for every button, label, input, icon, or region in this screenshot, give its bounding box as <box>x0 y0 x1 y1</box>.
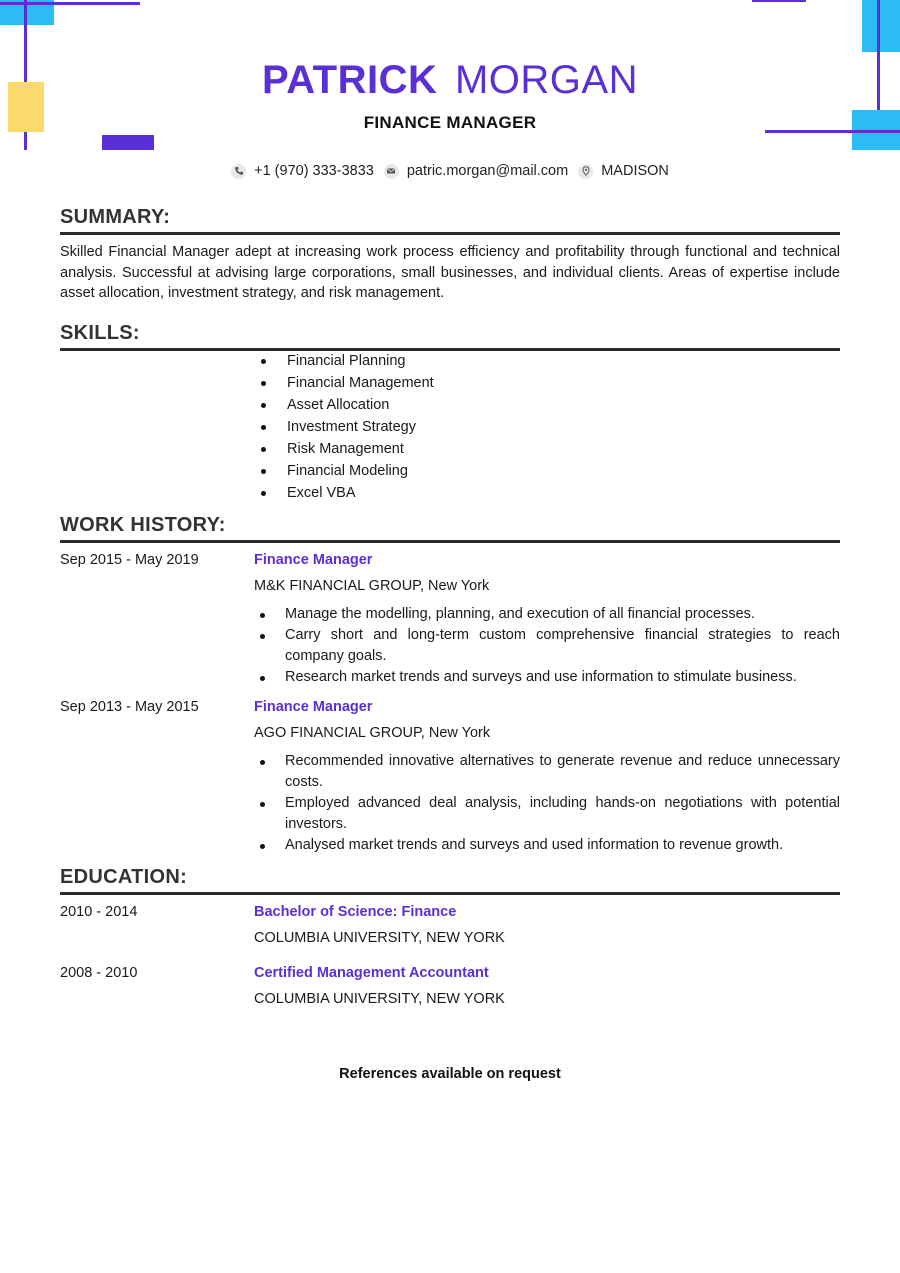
skill-item: Excel VBA <box>253 482 434 504</box>
mail-icon <box>384 164 399 179</box>
job-title: FINANCE MANAGER <box>363 113 537 132</box>
education-school: COLUMBIA UNIVERSITY, NEW YORK <box>254 930 505 946</box>
job-company: AGO FINANCIAL GROUP, New York <box>254 725 491 741</box>
job-company: M&K FINANCIAL GROUP, New York <box>254 578 490 594</box>
job-dates: Sep 2015 - May 2019 <box>60 552 199 568</box>
summary-heading: SUMMARY: <box>60 206 840 235</box>
references-note: References available on request <box>339 1066 561 1082</box>
job-role: Finance Manager <box>254 552 373 568</box>
job-bullet: Analysed market trends and surveys and used information to revenue growth. <box>254 835 840 856</box>
summary-text: Skilled Financial Manager adept at increasing work process efficiency and profitability through functional and technical analysis. Successful at advising large corporations, small businesses, and individual clients. Areas of expertise include asset allocation, investment strategy, and risk management. <box>60 244 840 301</box>
skills-heading: SKILLS: <box>60 322 840 351</box>
job-bullet: Manage the modelling, planning, and execution of all financial processes. <box>254 604 840 625</box>
last-name: MORGAN <box>454 58 638 102</box>
job-role: Finance Manager <box>254 699 373 715</box>
skill-item: Financial Planning <box>253 350 434 372</box>
location-pin-icon <box>578 164 593 179</box>
education-degree: Certified Management Accountant <box>254 965 489 981</box>
deco-line-top-left-horizontal <box>0 2 140 5</box>
first-name: PATRICK <box>262 58 438 102</box>
deco-purple-block <box>102 135 154 150</box>
job-bullet: Research market trends and surveys and use information to stimulate business. <box>254 667 840 688</box>
education-dates: 2008 - 2010 <box>60 965 138 981</box>
work-history-heading: WORK HISTORY: <box>60 514 840 543</box>
education-school: COLUMBIA UNIVERSITY, NEW YORK <box>254 991 505 1007</box>
education-heading: EDUCATION: <box>60 866 840 895</box>
skill-item: Risk Management <box>253 438 434 460</box>
job-dates: Sep 2013 - May 2015 <box>60 699 199 715</box>
job-bullet: Carry short and long-term custom comprehensive financial strategies to reach company goals. <box>254 625 840 667</box>
candidate-name <box>0 56 900 104</box>
skill-item: Financial Modeling <box>253 460 434 482</box>
phone-icon <box>231 164 246 179</box>
deco-cyan-block-top-right <box>862 0 900 52</box>
skills-list <box>253 350 434 504</box>
phone-number[interactable]: +1 (970) 333-3833 <box>254 163 374 179</box>
education-dates: 2010 - 2014 <box>60 904 138 920</box>
email-address[interactable]: patric.morgan@mail.com <box>406 163 569 179</box>
skill-item: Investment Strategy <box>253 416 434 438</box>
deco-line-top-right-small <box>752 0 806 2</box>
job-bullets <box>254 604 840 688</box>
job-bullets <box>254 751 840 856</box>
education-degree: Bachelor of Science: Finance <box>254 904 457 920</box>
contact-line <box>0 163 900 179</box>
skill-item: Asset Allocation <box>253 394 434 416</box>
job-bullet: Recommended innovative alternatives to generate revenue and reduce unnecessary costs. <box>254 751 840 793</box>
skill-item: Financial Management <box>253 372 434 394</box>
location: MADISON <box>601 163 669 179</box>
job-bullet: Employed advanced deal analysis, including hands-on negotiations with potential investors. <box>254 793 840 835</box>
